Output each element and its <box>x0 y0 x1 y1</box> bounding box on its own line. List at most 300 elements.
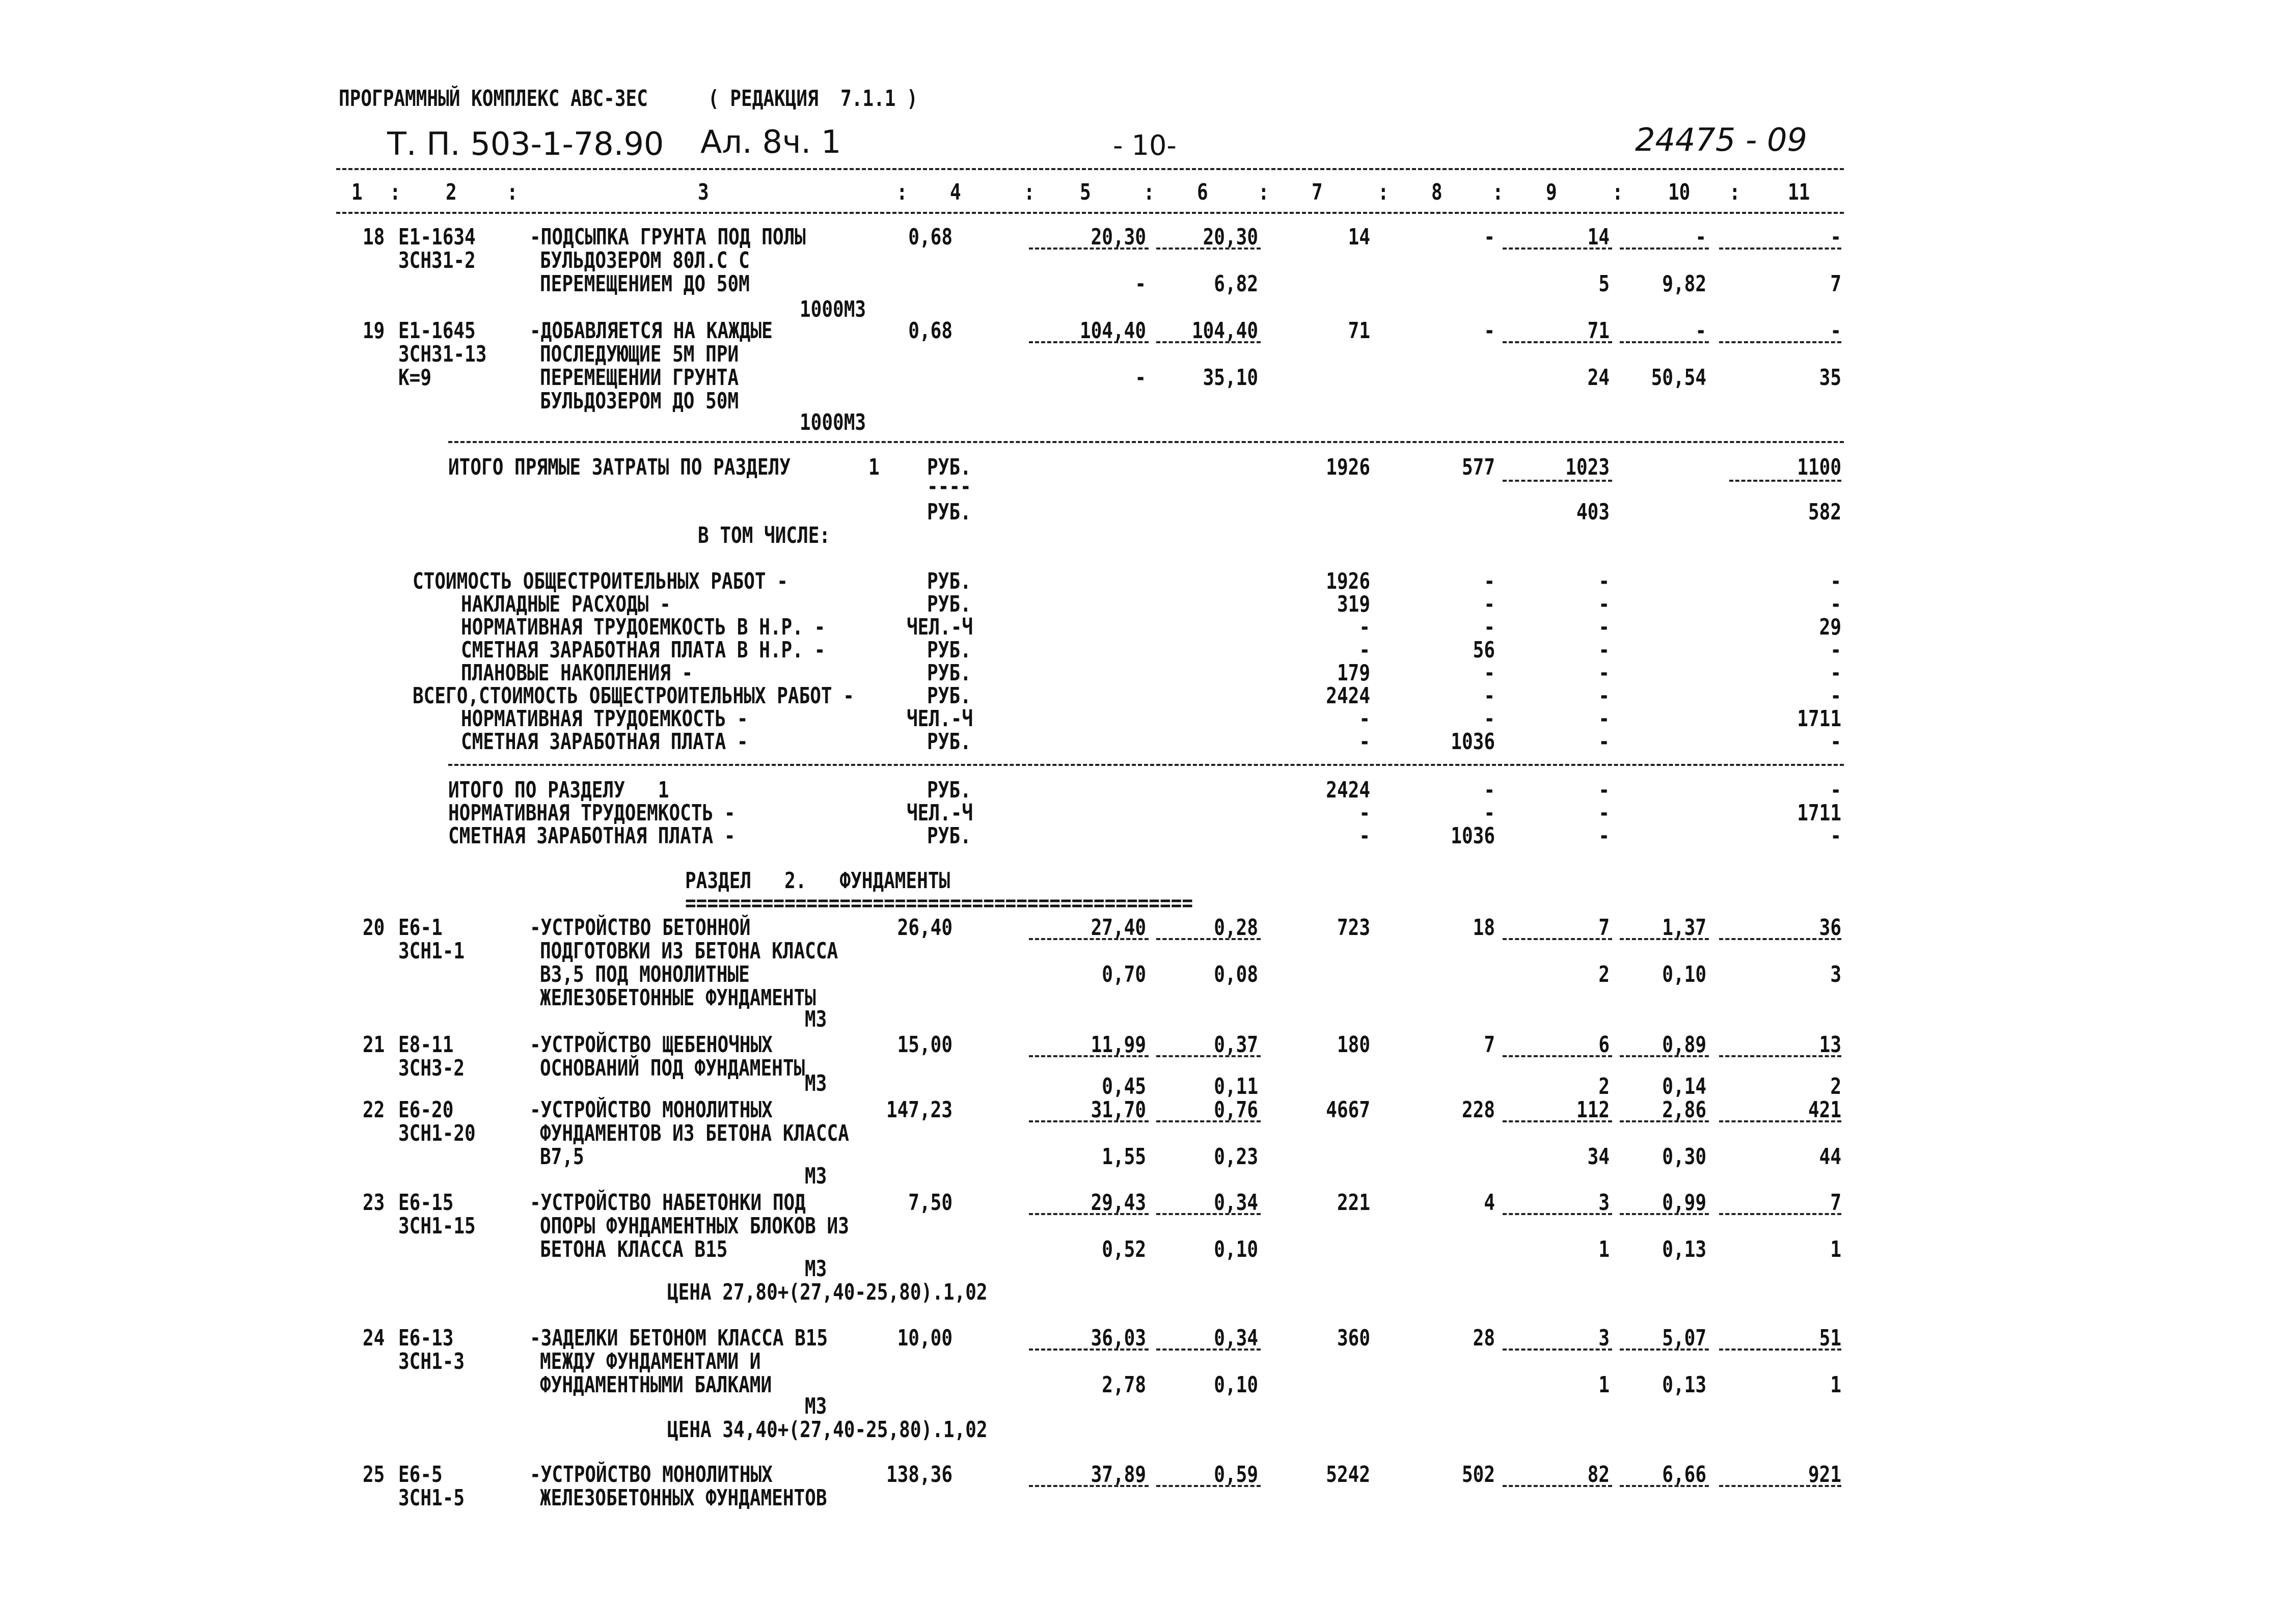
cell-separator <box>1719 1348 1841 1351</box>
item-labor-value-c5: 0,70 <box>1102 962 1146 987</box>
item-value-c11: 13 <box>1819 1032 1841 1058</box>
item-labor-value-c5: - <box>1135 365 1146 391</box>
breakdown-c11: - <box>1830 638 1841 663</box>
item-unit: 1000М3 <box>800 410 866 435</box>
cell-separator <box>1029 1120 1149 1122</box>
direct-total-label: ИТОГО ПРЯМЫЕ ЗАТРАТЫ ПО РАЗДЕЛУ <box>448 455 791 480</box>
item-value-c7: 723 <box>1337 915 1370 941</box>
item-value-qty: 138,36 <box>886 1462 953 1488</box>
item-labor-value-c6: 0,08 <box>1214 962 1258 987</box>
item-price-note: ЦЕНА 34,40+(27,40-25,80).1,02 <box>667 1417 988 1443</box>
item-description-line: -УСТРОЙСТВО МОНОЛИТНЫХ <box>530 1462 773 1488</box>
item-value-c10: 0,89 <box>1662 1032 1706 1058</box>
item-code: Е1-1645 <box>398 318 476 344</box>
totals-top-rule <box>448 441 1844 443</box>
cell-separator <box>1729 480 1841 482</box>
item-code: Е6-15 <box>398 1190 454 1216</box>
item-value-c7: 5242 <box>1326 1462 1370 1488</box>
cell-separator <box>1620 341 1709 343</box>
section-total-c7: 2424 <box>1326 778 1370 803</box>
column-divider: : <box>390 180 401 205</box>
breakdown-c9: - <box>1598 683 1610 709</box>
item-value-c7: 180 <box>1337 1032 1370 1058</box>
cell-separator <box>1156 1120 1261 1122</box>
item-value-c10: - <box>1695 318 1706 344</box>
item-unit: М3 <box>805 1007 827 1032</box>
item-value-qty: 0,68 <box>908 225 953 250</box>
item-labor-value-c11: 1 <box>1830 1237 1841 1262</box>
cell-separator <box>1503 1485 1612 1487</box>
item-value-c9: 112 <box>1576 1097 1610 1123</box>
breakdown-unit: РУБ. <box>927 660 971 686</box>
column-divider: : <box>1729 180 1740 205</box>
item-description-line: -ДОБАВЛЯЕТСЯ НА КАЖДЫЕ <box>530 318 773 344</box>
item-labor-value-c11: 2 <box>1830 1074 1841 1099</box>
item-value-c7: 71 <box>1348 318 1370 344</box>
breakdown-label: СМЕТНАЯ ЗАРАБОТНАЯ ПЛАТА - <box>461 729 748 755</box>
item-description-line: БУЛЬДОЗЕРОМ 80Л.С С <box>540 248 750 273</box>
cell-separator <box>1719 1485 1841 1487</box>
item-value-c10: 2,86 <box>1662 1097 1706 1123</box>
item-subcode: 3СН1-5 <box>398 1485 465 1511</box>
breakdown-c11: 29 <box>1819 615 1841 640</box>
direct-total-unit: РУБ. <box>927 455 971 480</box>
breakdown-c8: 56 <box>1473 638 1495 663</box>
column-number-8: 8 <box>1431 180 1443 205</box>
section-total-label: СМЕТНАЯ ЗАРАБОТНАЯ ПЛАТА - <box>448 823 736 849</box>
section-total-unit: РУБ. <box>927 823 971 849</box>
column-number-6: 6 <box>1197 180 1208 205</box>
item-unit: 1000М3 <box>800 297 866 322</box>
breakdown-c11: - <box>1830 569 1841 594</box>
item-value-c8: 18 <box>1473 915 1495 941</box>
direct-total-c9: 1023 <box>1565 455 1610 480</box>
item-code: Е6-5 <box>398 1462 443 1488</box>
breakdown-c7: 1926 <box>1326 569 1370 594</box>
section-total-unit: ЧЕЛ.-Ч <box>907 801 973 826</box>
breakdown-c8: - <box>1484 683 1495 709</box>
breakdown-unit: РУБ. <box>927 569 971 594</box>
direct-total-c11: 1100 <box>1797 455 1841 480</box>
item-value-c6: 0,37 <box>1214 1032 1258 1058</box>
cell-separator <box>1029 341 1149 343</box>
breakdown-c11: 1711 <box>1797 706 1841 732</box>
item-value-c5: 31,70 <box>1091 1097 1146 1123</box>
breakdown-unit: ЧЕЛ.-Ч <box>907 615 973 640</box>
breakdown-unit: РУБ. <box>927 683 971 709</box>
direct-total-c9-labor: 403 <box>1576 500 1610 525</box>
breakdown-unit: ЧЕЛ.-Ч <box>907 706 973 732</box>
item-description-line: БУЛЬДОЗЕРОМ ДО 50М <box>540 389 739 414</box>
item-labor-value-c5: 2,78 <box>1102 1372 1146 1398</box>
item-value-c5: 37,89 <box>1091 1462 1146 1488</box>
item-subcode: 3СН1-3 <box>398 1349 465 1374</box>
item-number: 23 <box>363 1190 385 1216</box>
item-value-c11: - <box>1830 225 1841 250</box>
cell-separator <box>1156 1348 1261 1351</box>
breakdown-bottom-rule <box>448 764 1844 766</box>
direct-total-c8: 577 <box>1461 455 1495 480</box>
item-value-c7: 221 <box>1337 1190 1370 1216</box>
item-description-line: -УСТРОЙСТВО ЩЕБЕНОЧНЫХ <box>530 1032 773 1058</box>
column-number-4: 4 <box>950 180 961 205</box>
item-number: 21 <box>363 1032 385 1058</box>
section-total-label: НОРМАТИВНАЯ ТРУДОЕМКОСТЬ - <box>448 801 736 826</box>
direct-total-c11-labor: 582 <box>1808 500 1841 525</box>
breakdown-label: НОРМАТИВНАЯ ТРУДОЕМКОСТЬ В Н.Р. - <box>461 615 826 640</box>
item-value-c6: 20,30 <box>1203 225 1258 250</box>
cell-separator <box>1620 1348 1709 1351</box>
item-value-c6: 0,34 <box>1214 1326 1258 1351</box>
section-total-c8: 1036 <box>1451 823 1495 849</box>
item-value-qty: 0,68 <box>908 318 953 344</box>
section-total-c9: - <box>1598 823 1610 849</box>
item-description-line: ОСНОВАНИЙ ПОД ФУНДАМЕНТЫ <box>540 1056 805 1081</box>
cell-separator <box>1719 341 1841 343</box>
column-divider: : <box>1378 180 1389 205</box>
item-labor-value-c10: 0,13 <box>1662 1237 1706 1262</box>
item-description-line: ПОСЛЕДУЮЩИЕ 5М ПРИ <box>540 342 739 367</box>
item-value-c7: 14 <box>1348 225 1370 250</box>
item-description-line: -УСТРОЙСТВО НАБЕТОНКИ ПОД <box>530 1190 806 1216</box>
program-title: ПРОГРАММНЫЙ КОМПЛЕКС АВС-3ЕС <box>339 86 648 112</box>
cell-separator <box>1156 938 1261 940</box>
item-value-c5: 11,99 <box>1091 1032 1146 1058</box>
item-labor-value-c6: 0,23 <box>1214 1144 1258 1170</box>
item-value-c6: 0,59 <box>1214 1462 1258 1488</box>
item-labor-value-c9: 2 <box>1598 962 1610 987</box>
item-value-c11: 921 <box>1808 1462 1841 1488</box>
item-description-line: ПЕРЕМЕЩЕНИЕМ ДО 50М <box>540 271 750 297</box>
item-value-c10: - <box>1695 225 1706 250</box>
item-value-c5: 27,40 <box>1091 915 1146 941</box>
cell-separator <box>1029 247 1149 250</box>
archive-number: 24475 - 09 <box>1635 121 1807 158</box>
section-total-c7: - <box>1359 801 1370 826</box>
breakdown-unit: РУБ. <box>927 592 971 617</box>
item-value-c11: 7 <box>1830 1190 1841 1216</box>
direct-total-section: 1 <box>868 455 880 480</box>
item-labor-value-c11: 7 <box>1830 271 1841 297</box>
section-total-c11: - <box>1830 778 1841 803</box>
breakdown-c7: - <box>1359 706 1370 732</box>
cell-separator <box>1719 938 1841 940</box>
breakdown-label: НАКЛАДНЫЕ РАСХОДЫ - <box>461 592 671 617</box>
item-value-c11: - <box>1830 318 1841 344</box>
item-value-qty: 147,23 <box>886 1097 953 1123</box>
column-number-3: 3 <box>698 180 709 205</box>
program-revision: ( РЕДАКЦИЯ 7.1.1 ) <box>708 86 918 112</box>
item-labor-value-c9: 1 <box>1598 1372 1610 1398</box>
breakdown-unit: РУБ. <box>927 638 971 663</box>
item-value-c6: 0,34 <box>1214 1190 1258 1216</box>
cell-separator <box>1719 1055 1841 1057</box>
section-total-c11: - <box>1830 823 1841 849</box>
cell-separator <box>1503 480 1612 482</box>
item-unit: М3 <box>805 1164 827 1189</box>
cell-separator <box>1156 247 1261 250</box>
cell-separator <box>1503 1055 1612 1057</box>
item-value-c8: 228 <box>1461 1097 1495 1123</box>
item-value-c9: 71 <box>1587 318 1610 344</box>
item-labor-value-c5: 0,45 <box>1102 1074 1146 1099</box>
item-value-c7: 4667 <box>1326 1097 1370 1123</box>
cell-separator <box>1156 1055 1261 1057</box>
item-code: Е8-11 <box>398 1032 454 1058</box>
breakdown-c9: - <box>1598 569 1610 594</box>
item-value-c8: 502 <box>1461 1462 1495 1488</box>
item-description-line: -ПОДСЫПКА ГРУНТА ПОД ПОЛЫ <box>530 225 806 250</box>
item-labor-value-c6: 0,10 <box>1214 1237 1258 1262</box>
direct-total-unit-dash: ---- <box>927 474 971 500</box>
section-2-title: РАЗДЕЛ 2. ФУНДАМЕНТЫ <box>685 868 950 894</box>
item-value-c7: 360 <box>1337 1326 1370 1351</box>
breakdown-label: СМЕТНАЯ ЗАРАБОТНАЯ ПЛАТА В Н.Р. - <box>461 638 826 663</box>
column-divider: : <box>1258 180 1269 205</box>
item-value-c11: 421 <box>1808 1097 1841 1123</box>
column-divider: : <box>896 180 908 205</box>
breakdown-c9: - <box>1598 615 1610 640</box>
item-value-c8: 7 <box>1484 1032 1495 1058</box>
breakdown-label: ПЛАНОВЫЕ НАКОПЛЕНИЯ - <box>461 660 693 686</box>
item-number: 18 <box>363 225 385 250</box>
column-divider: : <box>1024 180 1035 205</box>
item-value-c10: 1,37 <box>1662 915 1706 941</box>
cell-separator <box>1029 938 1149 940</box>
cell-separator <box>1620 1485 1709 1487</box>
item-value-c8: 28 <box>1473 1326 1495 1351</box>
column-number-7: 7 <box>1312 180 1323 205</box>
item-code: Е6-1 <box>398 915 443 941</box>
item-value-qty: 26,40 <box>897 915 953 941</box>
item-number: 25 <box>363 1462 385 1488</box>
section-total-label: ИТОГО ПО РАЗДЕЛУ 1 <box>448 778 669 803</box>
breakdown-c11: - <box>1830 592 1841 617</box>
item-labor-value-c6: 6,82 <box>1214 271 1258 297</box>
cell-separator <box>1156 341 1261 343</box>
item-value-qty: 7,50 <box>908 1190 953 1216</box>
cell-separator <box>1620 1213 1709 1215</box>
cell-separator <box>1719 247 1841 250</box>
item-subcode: 3СН1-20 <box>398 1121 476 1146</box>
item-number: 20 <box>363 915 385 941</box>
item-labor-value-c10: 9,82 <box>1662 271 1706 297</box>
cell-separator <box>1029 1348 1149 1351</box>
item-description-line: ОПОРЫ ФУНДАМЕНТНЫХ БЛОКОВ ИЗ <box>540 1214 849 1239</box>
breakdown-c8: - <box>1484 706 1495 732</box>
breakdown-c7: 179 <box>1337 660 1370 686</box>
item-description-line: ЖЕЛЕЗОБЕТОННЫХ ФУНДАМЕНТОВ <box>540 1485 827 1511</box>
breakdown-label: СТОИМОСТЬ ОБЩЕСТРОИТЕЛЬНЫХ РАБОТ - <box>413 569 788 594</box>
column-number-9: 9 <box>1546 180 1557 205</box>
item-value-c9: 6 <box>1598 1032 1610 1058</box>
item-labor-value-c11: 1 <box>1830 1372 1841 1398</box>
item-unit: М3 <box>805 1256 827 1282</box>
item-labor-value-c9: 1 <box>1598 1237 1610 1262</box>
section-total-c9: - <box>1598 778 1610 803</box>
section-total-c7: - <box>1359 823 1370 849</box>
item-value-c8: 4 <box>1484 1190 1495 1216</box>
item-labor-value-c5: - <box>1135 271 1146 297</box>
item-labor-value-c6: 0,11 <box>1214 1074 1258 1099</box>
cell-separator <box>1620 1120 1709 1122</box>
cell-separator <box>1503 1213 1612 1215</box>
item-labor-value-c10: 0,13 <box>1662 1372 1706 1398</box>
item-value-c9: 14 <box>1587 225 1610 250</box>
breakdown-c11: - <box>1830 729 1841 755</box>
breakdown-c9: - <box>1598 660 1610 686</box>
item-labor-value-c6: 35,10 <box>1203 365 1258 391</box>
item-description-line: ФУНДАМЕНТНЫМИ БАЛКАМИ <box>540 1372 772 1398</box>
item-value-qty: 15,00 <box>897 1032 953 1058</box>
item-labor-value-c6: 0,10 <box>1214 1372 1258 1398</box>
item-value-c5: 36,03 <box>1091 1326 1146 1351</box>
cell-separator <box>1503 247 1612 250</box>
breakdown-c7: - <box>1359 615 1370 640</box>
item-labor-value-c10: 0,14 <box>1662 1074 1706 1099</box>
item-labor-value-c9: 34 <box>1587 1144 1610 1170</box>
item-value-c9: 82 <box>1587 1462 1610 1488</box>
column-number-11: 11 <box>1788 180 1810 205</box>
item-subcode: 3СН1-15 <box>398 1214 476 1239</box>
item-unit: М3 <box>805 1071 827 1096</box>
section-total-c8: - <box>1484 801 1495 826</box>
cell-separator <box>1620 938 1709 940</box>
item-description-line: -УСТРОЙСТВО МОНОЛИТНЫХ <box>530 1097 773 1123</box>
column-divider: : <box>507 180 518 205</box>
section-total-unit: РУБ. <box>927 778 971 803</box>
column-divider: : <box>1144 180 1155 205</box>
breakdown-label: ВСЕГО,СТОИМОСТЬ ОБЩЕСТРОИТЕЛЬНЫХ РАБОТ - <box>413 683 854 709</box>
item-value-c10: 0,99 <box>1662 1190 1706 1216</box>
item-value-c8: - <box>1484 225 1495 250</box>
breakdown-c8: - <box>1484 569 1495 594</box>
cell-separator <box>1029 1485 1149 1487</box>
item-labor-value-c5: 1,55 <box>1102 1144 1146 1170</box>
album-label: Ал. 8ч. 1 <box>700 123 841 160</box>
breakdown-c7: - <box>1359 729 1370 755</box>
item-unit: М3 <box>805 1394 827 1419</box>
item-labor-value-c10: 0,10 <box>1662 962 1706 987</box>
cell-separator <box>1719 1120 1841 1122</box>
item-description-line: МЕЖДУ ФУНДАМЕНТАМИ И <box>540 1349 761 1374</box>
column-number-2: 2 <box>446 180 457 205</box>
item-description-line: ПЕРЕМЕЩЕНИИ ГРУНТА <box>540 365 739 391</box>
item-subcode: 3СН31-2 <box>398 248 476 273</box>
item-value-qty: 10,00 <box>897 1326 953 1351</box>
direct-total-c7: 1926 <box>1326 455 1370 480</box>
including-label: В ТОМ ЧИСЛЕ: <box>698 523 831 548</box>
section-total-c8: - <box>1484 778 1495 803</box>
breakdown-unit: РУБ. <box>927 729 971 755</box>
section-2-underline: ============================================== <box>685 891 1193 916</box>
column-number-5: 5 <box>1080 180 1091 205</box>
breakdown-c8: - <box>1484 592 1495 617</box>
item-description-line: ЖЕЛЕЗОБЕТОННЫЕ ФУНДАМЕНТЫ <box>540 985 816 1011</box>
header-bottom-rule <box>336 212 1844 214</box>
item-subcode: 3СН3-2 <box>398 1056 465 1081</box>
item-value-c11: 36 <box>1819 915 1841 941</box>
item-value-c5: 104,40 <box>1079 318 1146 344</box>
item-value-c10: 5,07 <box>1662 1326 1706 1351</box>
item-description-line: -ЗАДЕЛКИ БЕТОНОМ КЛАССА В15 <box>530 1326 828 1351</box>
item-labor-value-c5: 0,52 <box>1102 1237 1146 1262</box>
column-divider: : <box>1612 180 1623 205</box>
breakdown-label: НОРМАТИВНАЯ ТРУДОЕМКОСТЬ - <box>461 706 748 732</box>
cell-separator <box>1503 341 1612 343</box>
breakdown-c7: 2424 <box>1326 683 1370 709</box>
item-description-line: В3,5 ПОД МОНОЛИТНЫЕ <box>540 962 750 987</box>
item-description-line: ПОДГОТОВКИ ИЗ БЕТОНА КЛАССА <box>540 939 838 964</box>
item-labor-value-c11: 3 <box>1830 962 1841 987</box>
item-value-c9: 3 <box>1598 1190 1610 1216</box>
breakdown-c8: - <box>1484 615 1495 640</box>
item-value-c9: 7 <box>1598 915 1610 941</box>
cell-separator <box>1503 938 1612 940</box>
cell-separator <box>1156 1485 1261 1487</box>
item-description-line: -УСТРОЙСТВО БЕТОННОЙ <box>530 915 751 941</box>
cell-separator <box>1620 1055 1709 1057</box>
section-total-c11: 1711 <box>1797 801 1841 826</box>
cell-separator <box>1620 247 1709 250</box>
item-value-c8: - <box>1484 318 1495 344</box>
breakdown-c7: 319 <box>1337 592 1370 617</box>
cell-separator <box>1029 1055 1149 1057</box>
item-number: 22 <box>363 1097 385 1123</box>
item-value-c10: 6,66 <box>1662 1462 1706 1488</box>
item-description-line: В7,5 <box>540 1144 584 1170</box>
item-code: Е1-1634 <box>398 225 476 250</box>
item-coefficient: К=9 <box>398 365 432 391</box>
cell-separator <box>1719 1213 1841 1215</box>
item-subcode: 3СН1-1 <box>398 939 465 964</box>
item-value-c5: 29,43 <box>1091 1190 1146 1216</box>
breakdown-c9: - <box>1598 729 1610 755</box>
cell-separator <box>1503 1348 1612 1351</box>
header-top-rule <box>336 168 1844 170</box>
item-labor-value-c10: 50,54 <box>1651 365 1706 391</box>
item-labor-value-c9: 24 <box>1587 365 1610 391</box>
item-number: 19 <box>363 318 385 344</box>
item-labor-value-c11: 35 <box>1819 365 1841 391</box>
item-value-c6: 0,28 <box>1214 915 1258 941</box>
item-code: Е6-20 <box>398 1097 454 1123</box>
section-total-c9: - <box>1598 801 1610 826</box>
page-number: - 10- <box>1113 129 1177 161</box>
item-labor-value-c11: 44 <box>1819 1144 1841 1170</box>
item-value-c6: 104,40 <box>1191 318 1258 344</box>
breakdown-c8: 1036 <box>1451 729 1495 755</box>
item-value-c5: 20,30 <box>1091 225 1146 250</box>
breakdown-c8: - <box>1484 660 1495 686</box>
column-number-10: 10 <box>1668 180 1691 205</box>
breakdown-c9: - <box>1598 706 1610 732</box>
breakdown-c11: - <box>1830 660 1841 686</box>
column-divider: : <box>1492 180 1504 205</box>
breakdown-c9: - <box>1598 592 1610 617</box>
cell-separator <box>1503 1120 1612 1122</box>
item-value-c11: 51 <box>1819 1326 1841 1351</box>
breakdown-c9: - <box>1598 638 1610 663</box>
item-subcode: 3СН31-13 <box>398 342 487 367</box>
item-number: 24 <box>363 1326 385 1351</box>
item-code: Е6-13 <box>398 1326 454 1351</box>
direct-total-unit-2: РУБ. <box>927 500 971 525</box>
cell-separator <box>1156 1213 1261 1215</box>
item-labor-value-c9: 5 <box>1598 271 1610 297</box>
breakdown-c7: - <box>1359 638 1370 663</box>
item-value-c9: 3 <box>1598 1326 1610 1351</box>
